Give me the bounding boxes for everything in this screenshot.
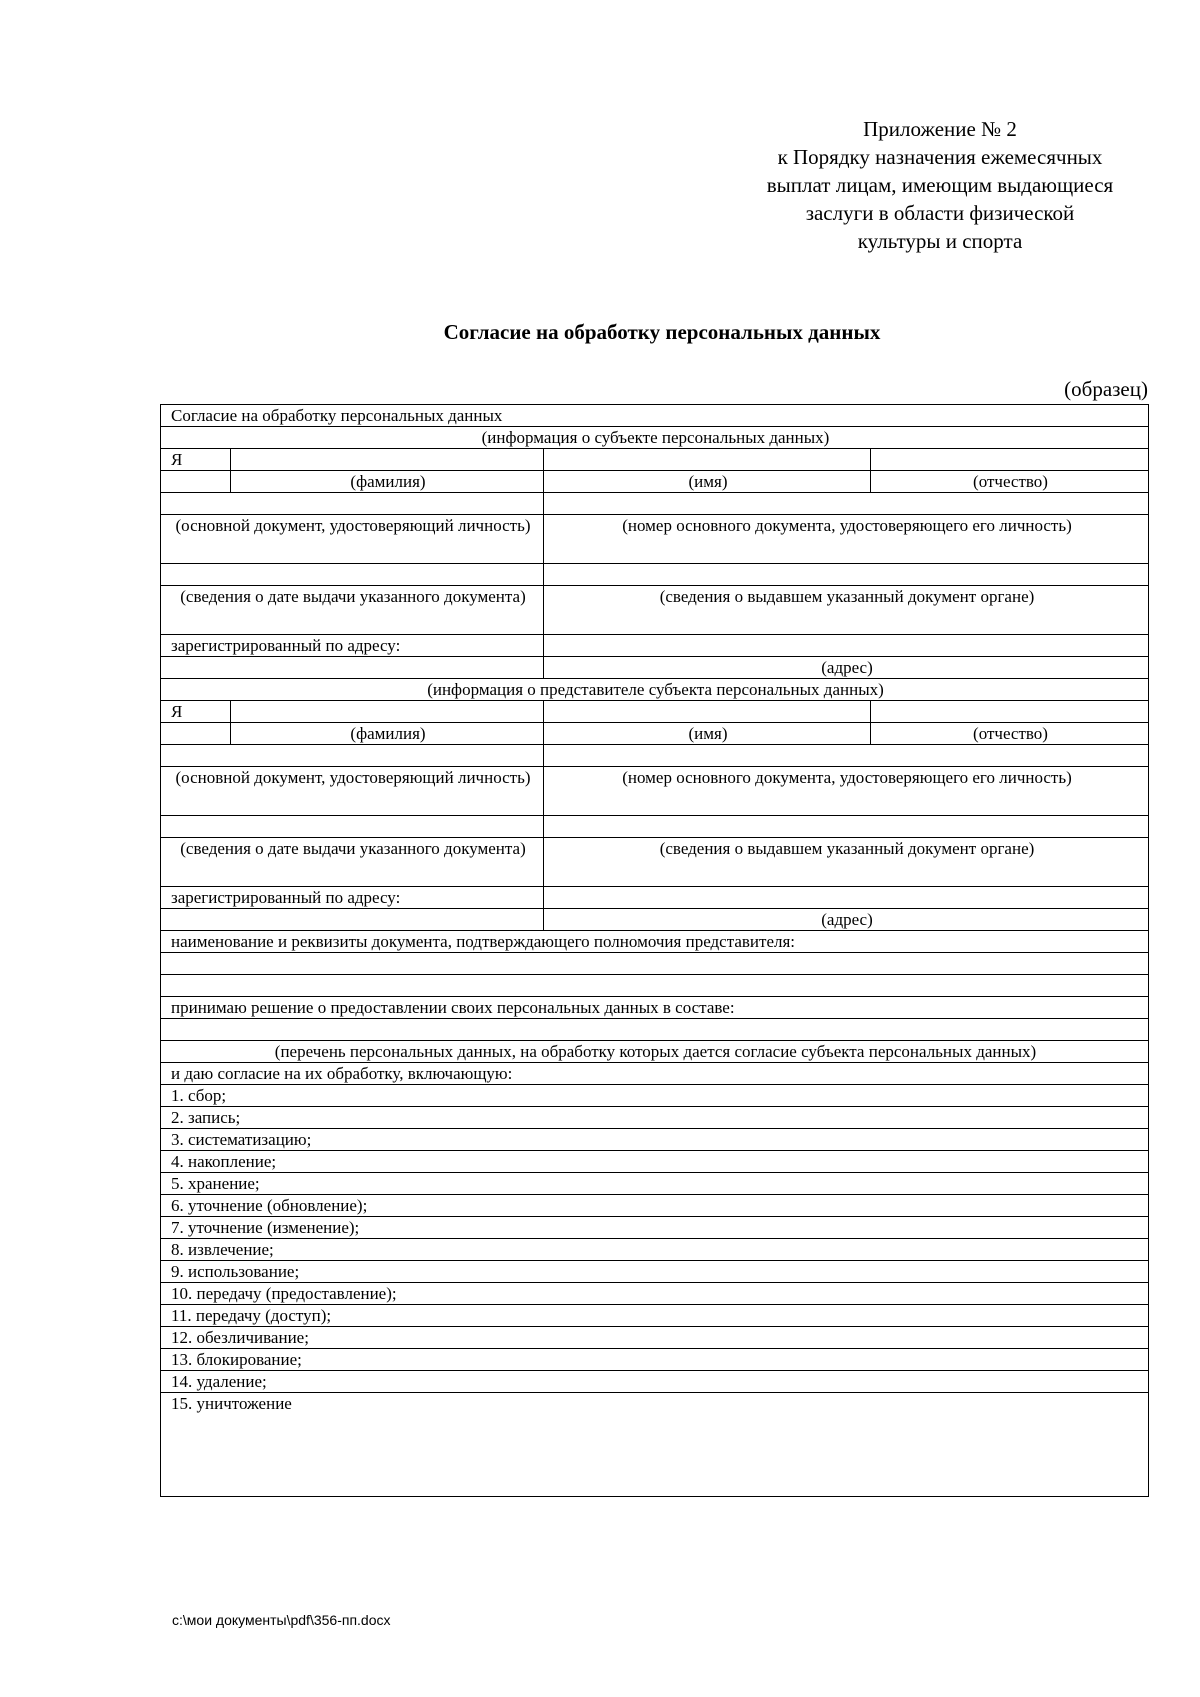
subject-issuer-field[interactable] xyxy=(544,564,1149,586)
subject-doc-number-field[interactable] xyxy=(544,493,1149,515)
issuer-caption: (сведения о выдавшем указанный документ органе) xyxy=(544,586,1149,635)
consent-form-table xyxy=(160,404,1149,1497)
document-title: Согласие на обработку персональных данных xyxy=(443,320,881,344)
ya-label: Я xyxy=(161,701,231,723)
subject-name-field[interactable] xyxy=(544,449,871,471)
issuer-caption: (сведения о выдавшем указанный документ органе) xyxy=(544,838,1149,887)
action-item: 2. запись; xyxy=(161,1107,1149,1129)
surname-caption: (фамилия) xyxy=(231,723,544,745)
data-list-caption: (перечень персональных данных, на обработку которых дается согласие субъекта персональных данных) xyxy=(161,1041,1149,1063)
header-line: заслуги в области физической xyxy=(805,201,1075,225)
consent-intro: и даю согласие на их обработку, включающую: xyxy=(161,1063,1149,1085)
rep-doc-type-field[interactable] xyxy=(161,745,544,767)
form-heading: Согласие на обработку персональных данных xyxy=(161,405,1149,427)
doc-type-caption: (основной документ, удостоверяющий личность) xyxy=(161,515,544,564)
representative-info-caption: (информация о представителе субъекта персональных данных) xyxy=(161,679,1149,701)
action-item: 3. систематизацию; xyxy=(161,1129,1149,1151)
appendix-header xyxy=(730,115,1150,255)
action-item: 14. удаление; xyxy=(161,1371,1149,1393)
rep-address-extra-field[interactable] xyxy=(161,909,544,931)
subject-issue-date-field[interactable] xyxy=(161,564,544,586)
action-item: 5. хранение; xyxy=(161,1173,1149,1195)
decision-label: принимаю решение о предоставлении своих персональных данных в составе: xyxy=(161,997,1149,1019)
patronymic-caption: (отчество) xyxy=(871,471,1149,493)
address-caption: (адрес) xyxy=(544,909,1149,931)
rep-issue-date-field[interactable] xyxy=(161,816,544,838)
file-path-footer: с:\мои документы\pdf\356-пп.docx xyxy=(172,1612,391,1628)
doc-number-caption: (номер основного документа, удостоверяющего его личность) xyxy=(544,515,1149,564)
subject-address-extra-field[interactable] xyxy=(161,657,544,679)
action-item: 4. накопление; xyxy=(161,1151,1149,1173)
surname-caption: (фамилия) xyxy=(231,471,544,493)
registered-label: зарегистрированный по адресу: xyxy=(161,635,544,657)
action-item: 13. блокирование; xyxy=(161,1349,1149,1371)
action-item: 15. уничтожение xyxy=(161,1393,1149,1497)
header-line: Приложение № 2 xyxy=(863,117,1017,141)
subject-surname-field[interactable] xyxy=(231,449,544,471)
authority-doc-field-2[interactable] xyxy=(161,975,1149,997)
rep-doc-number-field[interactable] xyxy=(544,745,1149,767)
ya-label: Я xyxy=(161,449,231,471)
rep-patronymic-field[interactable] xyxy=(871,701,1149,723)
subject-doc-type-field[interactable] xyxy=(161,493,544,515)
rep-issuer-field[interactable] xyxy=(544,816,1149,838)
address-caption: (адрес) xyxy=(544,657,1149,679)
sample-label: (образец) xyxy=(1064,377,1148,401)
subject-info-caption: (информация о субъекте персональных данных) xyxy=(161,427,1149,449)
patronymic-caption: (отчество) xyxy=(871,723,1149,745)
data-list-field[interactable] xyxy=(161,1019,1149,1041)
doc-number-caption: (номер основного документа, удостоверяющего его личность) xyxy=(544,767,1149,816)
action-item: 10. передачу (предоставление); xyxy=(161,1283,1149,1305)
rep-address-field[interactable] xyxy=(544,887,1149,909)
name-caption: (имя) xyxy=(544,723,871,745)
header-line: выплат лицам, имеющим выдающиеся xyxy=(766,173,1114,197)
header-line: к Порядку назначения ежемесячных xyxy=(777,145,1103,169)
empty-cell xyxy=(161,723,231,745)
action-item: 8. извлечение; xyxy=(161,1239,1149,1261)
authority-doc-label: наименование и реквизиты документа, подтверждающего полномочия представителя: xyxy=(161,931,1149,953)
action-item: 7. уточнение (изменение); xyxy=(161,1217,1149,1239)
empty-cell xyxy=(161,471,231,493)
rep-surname-field[interactable] xyxy=(231,701,544,723)
rep-name-field[interactable] xyxy=(544,701,871,723)
issue-date-caption: (сведения о дате выдачи указанного документа) xyxy=(161,838,544,887)
action-item: 6. уточнение (обновление); xyxy=(161,1195,1149,1217)
action-item: 9. использование; xyxy=(161,1261,1149,1283)
registered-label: зарегистрированный по адресу: xyxy=(161,887,544,909)
subject-address-field[interactable] xyxy=(544,635,1149,657)
action-item: 12. обезличивание; xyxy=(161,1327,1149,1349)
action-item: 1. сбор; xyxy=(161,1085,1149,1107)
authority-doc-field-1[interactable] xyxy=(161,953,1149,975)
name-caption: (имя) xyxy=(544,471,871,493)
header-line: культуры и спорта xyxy=(857,229,1023,253)
subject-patronymic-field[interactable] xyxy=(871,449,1149,471)
issue-date-caption: (сведения о дате выдачи указанного документа) xyxy=(161,586,544,635)
doc-type-caption: (основной документ, удостоверяющий личность) xyxy=(161,767,544,816)
action-item: 11. передачу (доступ); xyxy=(161,1305,1149,1327)
